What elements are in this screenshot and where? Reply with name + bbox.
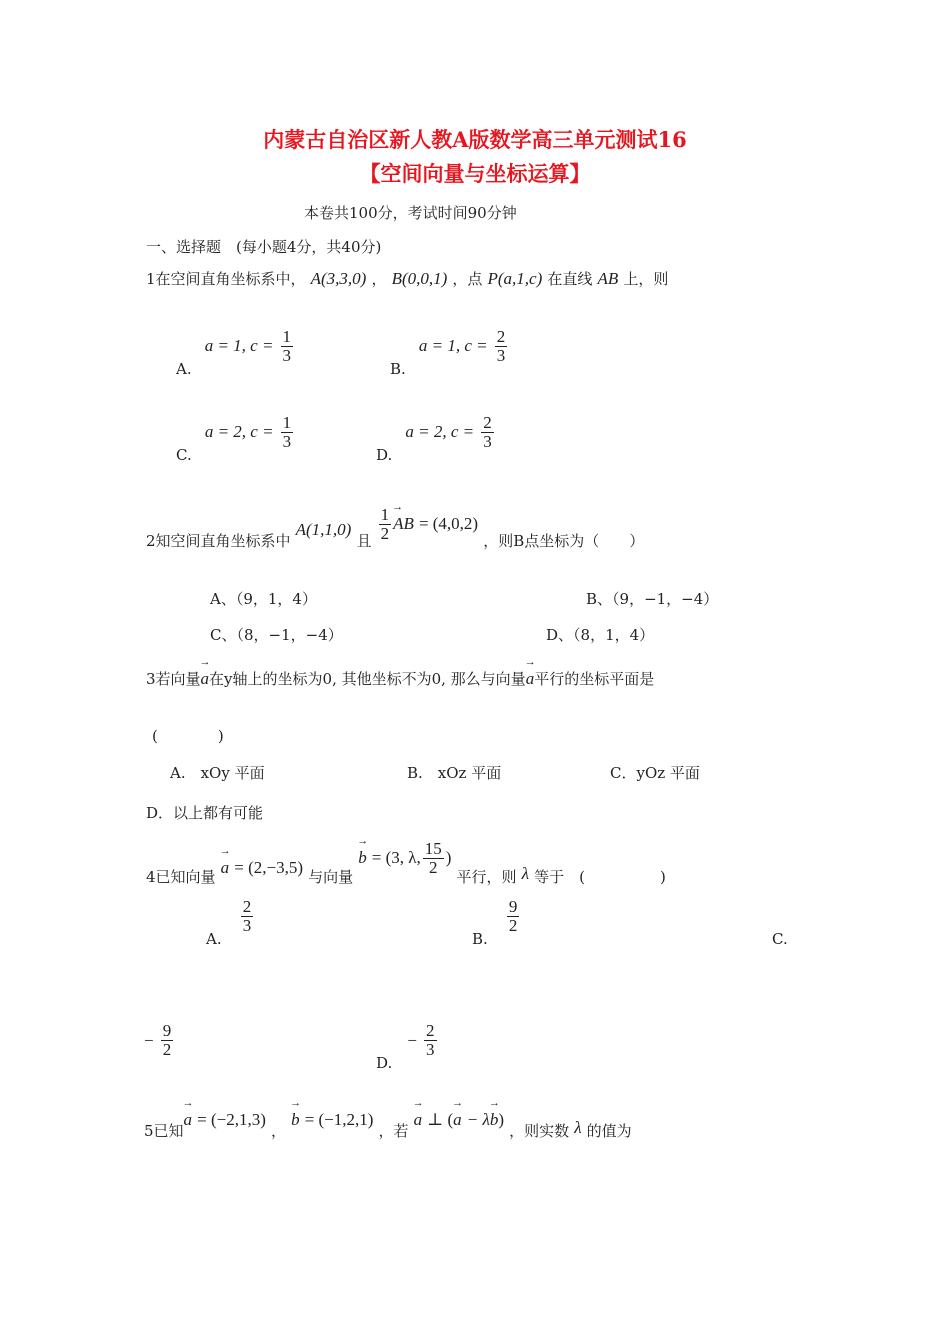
q5-vector-a-value: = (−2,1,3)	[197, 1110, 266, 1129]
q4-option-c-num: 9	[162, 1021, 172, 1040]
q4-vector-a-value: = (2,−3,5)	[234, 858, 303, 877]
q5-vector-b: → b	[291, 1110, 300, 1130]
q4-option-c-den: 2	[162, 1040, 172, 1059]
q4-vector-b: → b	[358, 848, 367, 868]
q4-vector-b-den: 2	[429, 858, 438, 877]
q4-vector-a: → a	[221, 858, 230, 878]
section-heading: 一、选择题 (每小题4分，共40分)	[146, 238, 382, 256]
q3-option-b[interactable]: B. xOz 平面	[407, 764, 502, 782]
q4-option-d-sign: −	[407, 1031, 417, 1050]
q1-option-a-label: A.	[176, 360, 192, 378]
q1-option-d-num: 2	[483, 413, 492, 432]
q5-vector-a-3: → a	[453, 1110, 462, 1130]
q1-option-a-den: 3	[282, 346, 292, 365]
q3-answer-paren: ( )	[152, 727, 224, 745]
q1-text-2: ，点	[452, 270, 483, 288]
q5-perp: ⊥ (	[427, 1110, 454, 1129]
q1-option-c-num: 1	[282, 413, 292, 432]
doc-title: 内蒙古自治区新人教A版数学高三单元测试16	[263, 127, 687, 152]
q1-point-a: A(3,3,0)	[310, 269, 367, 288]
q4-option-b[interactable]	[472, 898, 521, 948]
question-5-stem	[144, 1110, 632, 1141]
q3-option-d[interactable]: D．以上都有可能	[146, 804, 264, 822]
question-1-stem	[146, 268, 668, 289]
q4-vector-b-num: 15	[424, 839, 442, 858]
q3-text-1: 3若向量	[146, 670, 201, 688]
q5-text-2: ，若	[378, 1122, 409, 1140]
q1-option-b-den: 3	[496, 346, 506, 365]
q4-option-d-den: 3	[426, 1040, 435, 1059]
q1-option-b-label: B.	[390, 360, 406, 378]
q4-vector-b-pre: = (3, λ,	[371, 848, 421, 867]
q1-option-a-num: 1	[282, 327, 292, 346]
q5-vector-a: → a	[184, 1110, 193, 1130]
q3-vector-a: → a	[201, 669, 210, 689]
q1-point-p: P(a,1,c)	[487, 269, 543, 288]
q1-option-d-den: 3	[483, 432, 492, 451]
q1-line-ab: AB	[597, 269, 619, 288]
q1-text-4: 上，则	[623, 270, 669, 288]
q4-option-d[interactable]	[376, 1022, 439, 1072]
q4-lambda: λ	[521, 864, 530, 883]
q2-option-b[interactable]: B、（9，−1，−4）	[586, 590, 719, 608]
q4-option-d-label: D.	[376, 1054, 393, 1072]
q4-option-c-label[interactable]: C.	[772, 930, 788, 948]
q4-option-c-sign: −	[144, 1031, 154, 1050]
q5-close: )	[498, 1110, 504, 1129]
q2-option-a[interactable]: A、（9，1，4）	[210, 590, 317, 608]
q1-option-c-expr: a = 2, c =	[204, 422, 274, 441]
q1-option-b-expr: a = 1, c =	[418, 336, 488, 355]
q2-half-num: 1	[380, 505, 390, 524]
question-2-stem	[146, 506, 644, 551]
q2-text-2: 且	[356, 532, 372, 550]
q4-option-c-value[interactable]	[144, 1022, 175, 1059]
q5-vector-b-2: → b	[490, 1110, 499, 1130]
q4-text-2: 与向量	[308, 868, 354, 886]
q4-option-a-num: 2	[242, 897, 252, 916]
q4-option-a-label: A.	[206, 930, 222, 948]
q5-text-4: 的值为	[586, 1122, 632, 1140]
q5-minus-lambda: − λ	[466, 1110, 490, 1129]
q4-option-a[interactable]	[206, 898, 255, 948]
q1-text-3: 在直线	[547, 270, 593, 288]
q3-text-2: 在y轴上的坐标为0, 其他坐标不为0, 那么与向量	[209, 670, 526, 688]
q1-option-c-den: 3	[282, 432, 292, 451]
q5-lambda: λ	[574, 1118, 582, 1137]
doc-subtitle: 【空间向量与坐标运算】	[359, 161, 591, 186]
q2-half-den: 2	[380, 524, 390, 543]
q5-text-3: ，则实数	[509, 1122, 570, 1140]
q3-option-a[interactable]: A. xOy 平面	[170, 764, 265, 782]
q3-option-c[interactable]: C．yOz 平面	[610, 764, 700, 782]
q2-vector-ab-value: = (4,0,2)	[418, 514, 479, 533]
q2-text-3: ，则B点坐标为（ ）	[483, 532, 645, 550]
q2-option-c[interactable]: C、（8，−1，−4）	[210, 626, 343, 644]
q3-text-3: 平行的坐标平面是	[534, 670, 655, 688]
q1-option-c-label: C.	[176, 446, 192, 464]
q4-option-d-num: 2	[426, 1021, 435, 1040]
q3-vector-a-2: → a	[526, 669, 535, 689]
q5-vector-b-value: = (−1,2,1)	[304, 1110, 374, 1129]
q2-option-d[interactable]: D、（8，1，4）	[546, 626, 655, 644]
q4-text-3: 平行，则	[456, 868, 517, 886]
q2-vector-ab: → AB	[393, 514, 414, 534]
q2-text-1: 2知空间直角坐标系中	[146, 532, 291, 550]
q1-text-1: 1在空间直角坐标系中，	[146, 270, 306, 288]
question-4-stem	[146, 840, 666, 887]
q1-option-d[interactable]	[376, 414, 496, 464]
q1-option-a[interactable]	[176, 328, 295, 378]
q1-point-b: B(0,0,1)	[391, 269, 448, 288]
q2-point-a: A(1,1,0)	[295, 520, 352, 539]
q5-vector-a-2: → a	[414, 1110, 423, 1130]
q4-option-b-num: 9	[508, 897, 518, 916]
q5-sep: ，	[270, 1122, 286, 1140]
q1-option-b-num: 2	[496, 327, 506, 346]
q1-option-b[interactable]	[390, 328, 509, 378]
q1-option-c[interactable]	[176, 414, 295, 464]
q1-option-a-expr: a = 1, c =	[204, 336, 274, 355]
q1-sep-1: ，	[371, 270, 387, 288]
q1-option-d-expr: a = 2, c =	[405, 422, 475, 441]
q1-option-d-label: D.	[376, 446, 393, 464]
q4-option-b-label: B.	[472, 930, 488, 948]
q4-vector-b-post: )	[445, 848, 452, 867]
question-3-stem	[146, 668, 654, 689]
q5-text-1: 5已知	[144, 1122, 184, 1140]
exam-info: 本卷共100分，考试时间90分钟	[304, 204, 517, 222]
q4-text-1: 4已知向量	[146, 868, 216, 886]
q4-text-4: 等于 ( )	[534, 868, 666, 886]
q4-option-a-den: 3	[242, 916, 252, 935]
q4-option-b-den: 2	[508, 916, 518, 935]
